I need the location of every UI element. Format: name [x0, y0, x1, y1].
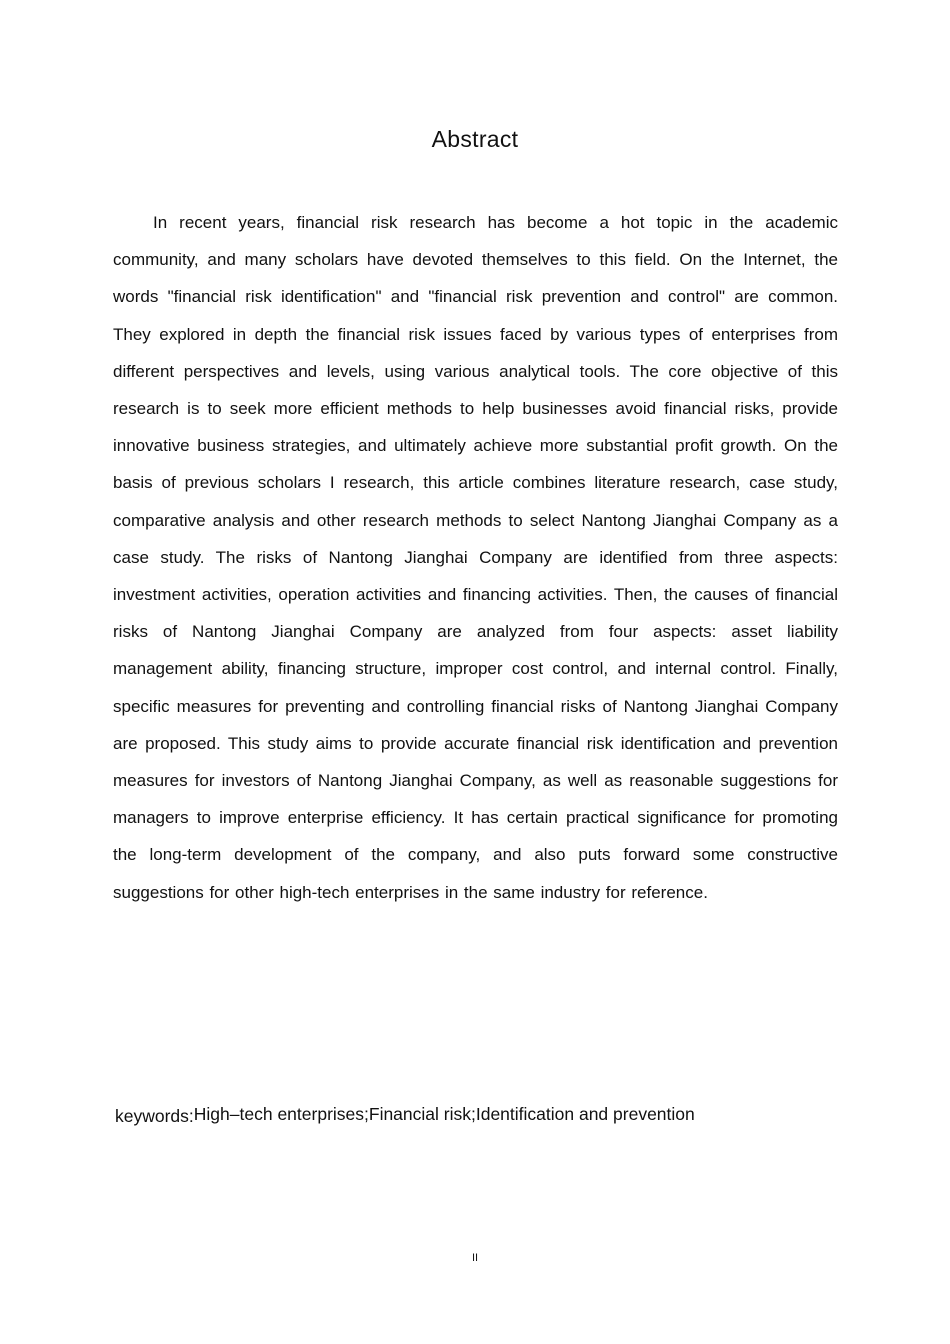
keywords-text: High–tech enterprises;Financial risk;Identification and prevention	[193, 1104, 695, 1124]
page-number: II	[471, 1252, 479, 1264]
keywords-label: keywords:	[115, 1106, 194, 1126]
abstract-title: Abstract	[431, 126, 519, 152]
abstract-body: In recent years, financial risk research has become a hot topic in the academic community, and many scholars have devoted themselves to this field. On the Internet, the words "financial risk identification" and "financial risk prevention and control" are common. They explored in depth the financial risk issues faced by various types of enterprises from different perspectives and levels, using various analytical tools. The core objective of this research is to seek more efficient methods to help businesses avoid financial risks, provide innovative business strategies, and ultimately achieve more substantial profit growth. On the basis of previous scholars I research, this article combines literature research, case study, comparative analysis and other research methods to select Nantong Jianghai Company as a case study. The risks of Nantong Jianghai Company are identified from three aspects: investment activities, operation activities and financing activities. Then, the causes of financial risks of Nantong Jianghai Company are analyzed from four aspects: asset liability management ability, financing structure, improper cost control, and internal control. Finally, specific measures for preventing and controlling financial risks of Nantong Jianghai Company are proposed. This study aims to provide accurate financial risk identification and prevention measures for investors of Nantong Jianghai Company, as well as reasonable suggestions for managers to improve enterprise efficiency. It has certain practical significance for promoting the long-term development of the company, and also puts forward some constructive suggestions for other high-tech enterprises in the same industry for reference.	[113, 213, 838, 902]
keywords-line	[115, 1104, 695, 1125]
